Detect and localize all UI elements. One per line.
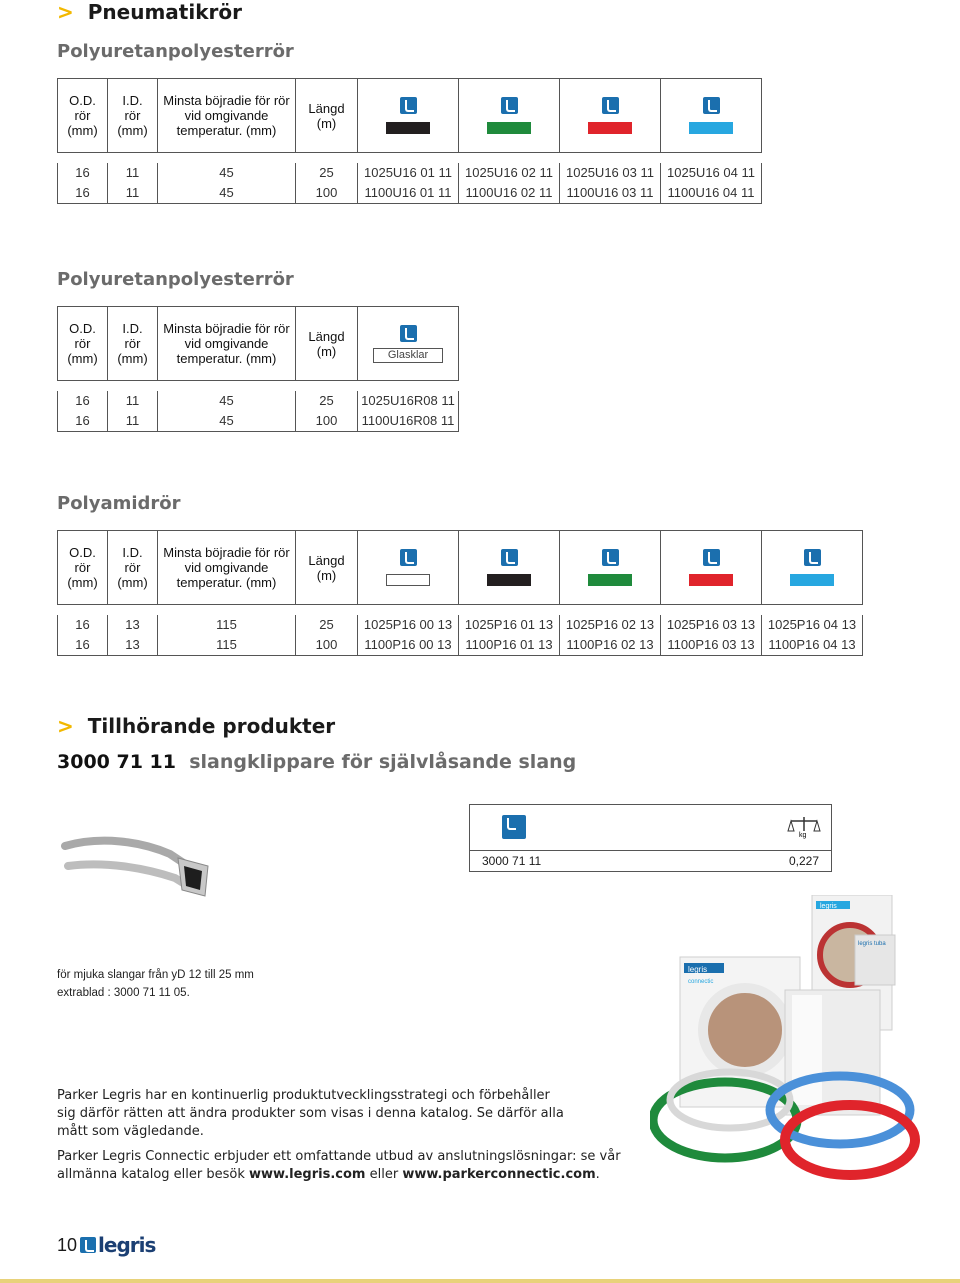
col-od: O.D. rör (mm) <box>58 307 108 381</box>
legris-icon <box>602 549 619 566</box>
svg-text:legris: legris <box>820 903 837 910</box>
legris-icon <box>703 549 720 566</box>
col-id: I.D. rör (mm) <box>108 307 158 381</box>
weight-scale-icon <box>787 815 821 839</box>
disclaimer-text: Parker Legris har en kontinuerlig produktutvecklingsstrategi och förbehåller sig därför rätten att ändra produkter som visas i denna katalog. Se därför alla mått som vägledande. <box>57 1088 564 1139</box>
accessory-heading: 3000 71 11 slangklippare för självlåsande slang <box>57 751 577 773</box>
color-swatch <box>386 122 430 134</box>
product-photo <box>650 895 920 1185</box>
color-col <box>358 79 459 153</box>
col-bend: Minsta böjradie för rör vid omgivande temperatur. (mm) <box>158 531 296 605</box>
color-col <box>358 531 459 605</box>
color-col <box>560 531 661 605</box>
parkerconnectic-link[interactable]: www.parkerconnectic.com <box>402 1167 596 1182</box>
note-1: för mjuka slangar från yD 12 till 25 mm <box>57 969 254 981</box>
legris-icon <box>400 97 417 114</box>
note-2: extrablad : 3000 71 11 05. <box>57 987 190 999</box>
section-title: Polyuretanpolyesterrör <box>57 41 294 62</box>
color-swatch <box>386 574 430 586</box>
legris-icon <box>400 325 417 342</box>
col-length: Längd (m) <box>296 531 358 605</box>
footer-rule <box>0 1279 960 1283</box>
accessory-box <box>469 804 832 872</box>
glass-label: Glasklar <box>373 348 443 363</box>
legris-link[interactable]: www.legris.com <box>249 1167 366 1182</box>
color-swatch <box>689 574 733 586</box>
color-col <box>459 531 560 605</box>
info-text: Parker Legris Connectic erbjuder ett omfattande utbud av anslutningslösningar: se vår allmänna katalog eller besök www.legris.com eller www.parkerconnectic.com. <box>57 1149 621 1182</box>
legris-logo-icon <box>80 1237 96 1253</box>
color-swatch <box>588 122 632 134</box>
accessories-title: > Tillhörande produkter <box>57 714 336 738</box>
svg-text:connectic: connectic <box>688 979 714 985</box>
table-polyamid <box>57 530 863 656</box>
col-id: I.D. rör (mm) <box>108 79 158 153</box>
col-id: I.D. rör (mm) <box>108 531 158 605</box>
color-swatch <box>487 574 531 586</box>
col-bend: Minsta böjradie för rör vid omgivande temperatur. (mm) <box>158 79 296 153</box>
table-row: 16 11 45 25 1025U16 01 11 1025U16 02 11 1025U16 03 11 1025U16 04 11 <box>58 163 762 183</box>
section-title: Polyuretanpolyesterrör <box>57 269 294 290</box>
svg-text:legris tuba: legris tuba <box>858 941 886 947</box>
table-polyuretan-2 <box>57 306 459 432</box>
col-od: O.D. rör (mm) <box>58 531 108 605</box>
legris-icon <box>501 97 518 114</box>
color-col <box>358 307 459 381</box>
section-title: Polyamidrör <box>57 493 181 514</box>
page-number: 10 <box>57 1234 78 1255</box>
color-col <box>661 79 762 153</box>
legris-icon <box>602 97 619 114</box>
footer <box>57 1233 155 1257</box>
col-length: Längd (m) <box>296 307 358 381</box>
color-swatch <box>689 122 733 134</box>
table-row: 16 13 115 25 1025P16 00 13 1025P16 01 13 1025P16 02 13 1025P16 03 13 1025P16 04 13 <box>58 615 863 635</box>
col-bend: Minsta böjradie för rör vid omgivande temperatur. (mm) <box>158 307 296 381</box>
svg-text:legris: legris <box>688 965 708 974</box>
color-col <box>459 79 560 153</box>
page-title: > Pneumatikrör <box>57 0 242 24</box>
table-row: 16 11 45 100 1100U16R08 11 <box>58 411 459 432</box>
table-row: 16 13 115 100 1100P16 00 13 1100P16 01 13 1100P16 02 13 1100P16 03 13 1100P16 04 13 <box>58 635 863 656</box>
color-swatch <box>487 122 531 134</box>
cutter-image <box>60 806 220 906</box>
col-length: Längd (m) <box>296 79 358 153</box>
legris-logo: legris <box>98 1233 156 1257</box>
legris-icon <box>804 549 821 566</box>
color-col <box>762 531 863 605</box>
color-col <box>661 531 762 605</box>
legris-icon <box>400 549 417 566</box>
legris-icon <box>502 815 526 839</box>
table-row: 16 11 45 25 1025U16R08 11 <box>58 391 459 411</box>
arrow-icon: > <box>57 714 74 738</box>
svg-text:kg: kg <box>799 832 807 839</box>
col-od: O.D. rör (mm) <box>58 79 108 153</box>
box-code: 3000 71 11 <box>482 854 542 868</box>
color-swatch <box>588 574 632 586</box>
color-col <box>560 79 661 153</box>
table-polyuretan-1 <box>57 78 762 204</box>
color-swatch <box>790 574 834 586</box>
legris-icon <box>501 549 518 566</box>
box-weight: 0,227 <box>788 854 819 868</box>
table-row: 16 11 45 100 1100U16 01 11 1100U16 02 11 1100U16 03 11 1100U16 04 11 <box>58 183 762 204</box>
arrow-icon: > <box>57 0 74 24</box>
legris-icon <box>703 97 720 114</box>
